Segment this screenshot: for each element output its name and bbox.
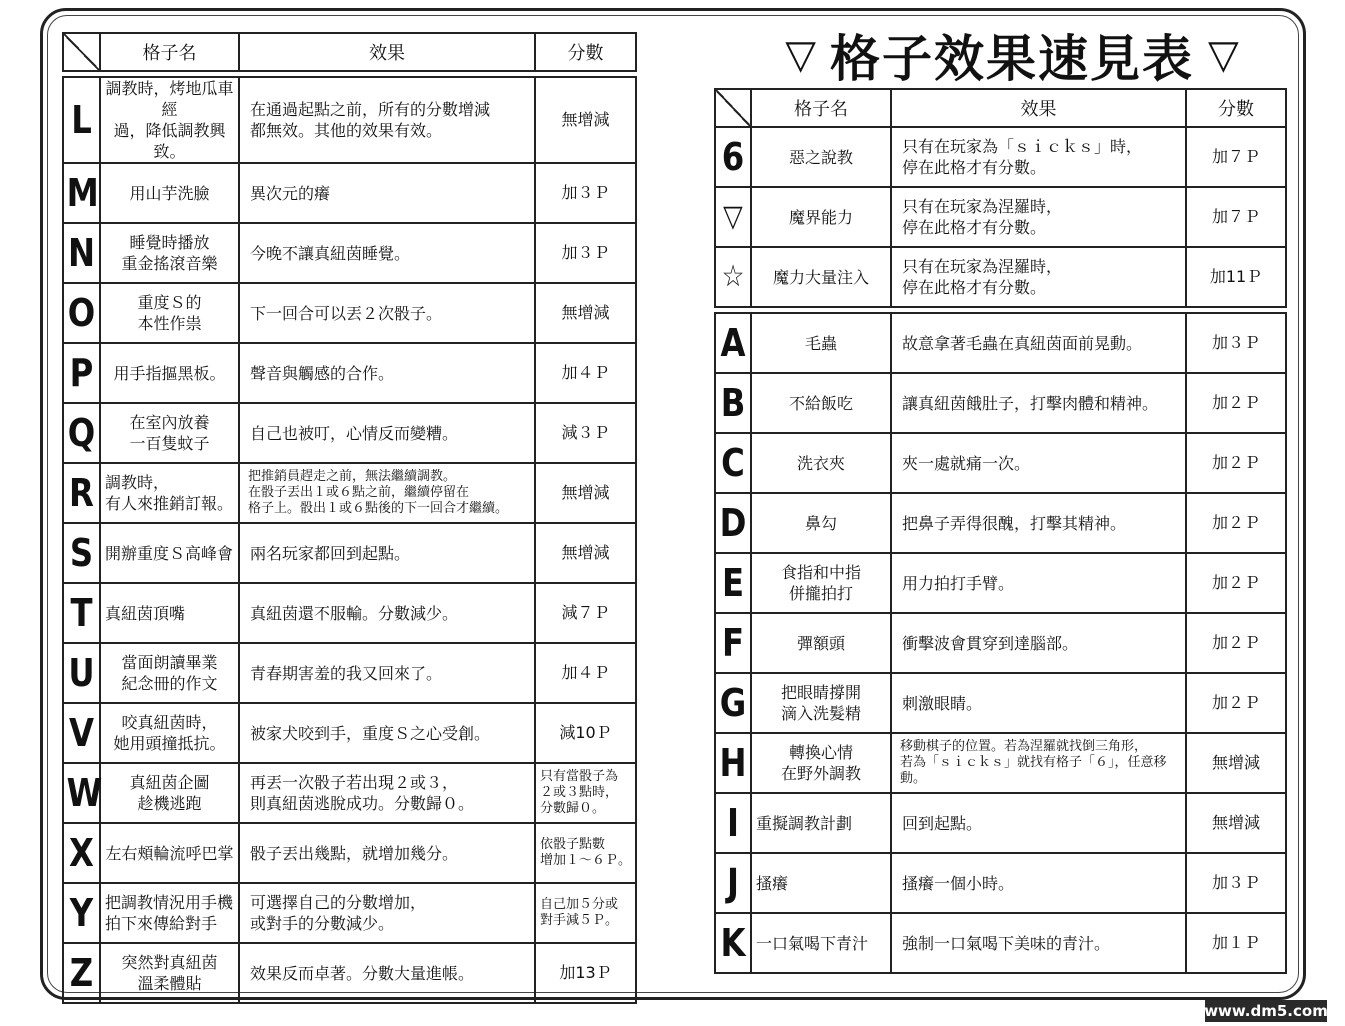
table-row xyxy=(63,703,636,763)
square-effect-line: 夾一處就痛一次。 xyxy=(902,453,1031,473)
square-score-line: 無增減 xyxy=(561,483,610,502)
square-key: U xyxy=(66,643,97,703)
square-name xyxy=(751,373,891,433)
table-row xyxy=(63,463,636,523)
table-header-row xyxy=(715,89,1286,127)
square-score-line: 加３Ｐ xyxy=(1211,333,1260,352)
square-name-line: 一百隻蚊子 xyxy=(129,434,210,453)
square-name-line: 洗衣夾 xyxy=(796,453,845,473)
square-score-line: 加３Ｐ xyxy=(1211,873,1260,892)
square-effect-line: 真紐茵還不服輸。分數減少。 xyxy=(250,603,459,623)
square-score xyxy=(535,823,636,883)
square-score xyxy=(535,343,636,403)
square-score-line: 只有當骰子為 xyxy=(540,769,619,784)
square-name xyxy=(100,463,239,523)
triangle-down-icon: ▽ xyxy=(785,32,816,78)
square-score xyxy=(1186,853,1286,913)
square-score xyxy=(1186,673,1286,733)
square-key: Y xyxy=(66,883,97,943)
table-row xyxy=(63,943,636,1003)
square-score-line: ２或３點時， xyxy=(540,785,619,800)
square-key: E xyxy=(718,553,749,613)
square-effect xyxy=(891,373,1186,433)
table-row xyxy=(63,583,636,643)
table-row xyxy=(715,553,1286,613)
square-name-line: 真紐茵企圖 xyxy=(129,773,210,792)
square-score xyxy=(535,163,636,223)
square-score xyxy=(535,523,636,583)
table-row xyxy=(63,283,636,343)
square-effect xyxy=(239,283,535,343)
table-row xyxy=(63,223,636,283)
square-key: M xyxy=(66,163,97,223)
square-name-line: 突然對真紐茵 xyxy=(121,953,218,972)
table-row xyxy=(63,163,636,223)
square-name-line: 溫柔體貼 xyxy=(137,974,202,993)
square-name xyxy=(100,703,239,763)
square-name xyxy=(751,187,891,247)
square-key: I xyxy=(718,793,749,853)
square-score-line: 無增減 xyxy=(1211,753,1260,772)
square-name-line: 用手指摳黑板。 xyxy=(113,363,226,383)
square-name-line: 魔力大量注入 xyxy=(772,267,869,287)
square-effect-line: 只有在玩家為「ｓｉｃｋｓ」時， xyxy=(902,137,1143,156)
square-effect-line: 停在此格才有分數。 xyxy=(902,278,1047,297)
square-name-line: 搔癢 xyxy=(756,873,789,893)
square-score xyxy=(1186,247,1286,307)
square-key: W xyxy=(66,763,97,823)
table-row xyxy=(63,523,636,583)
square-name-line: 一口氣喝下青汁 xyxy=(756,933,869,953)
square-score xyxy=(535,77,636,163)
square-name xyxy=(751,313,891,373)
square-effect xyxy=(891,247,1186,307)
table-row xyxy=(715,613,1286,673)
square-key: V xyxy=(66,703,97,763)
square-name-line: 趁機逃跑 xyxy=(137,794,202,813)
square-effect-line: 效果反而卓著。分數大量進帳。 xyxy=(250,963,475,983)
square-score xyxy=(535,763,636,823)
table-row xyxy=(715,433,1286,493)
square-effect-line: 格子上。骰出１或６點後的下一回合才繼續。 xyxy=(248,501,509,516)
square-name xyxy=(100,763,239,823)
square-effect-line: 停在此格才有分數。 xyxy=(902,218,1047,237)
square-name-line: 她用頭撞抵抗。 xyxy=(113,734,226,753)
left-effects-table xyxy=(62,32,637,1004)
square-effect xyxy=(891,127,1186,187)
square-score-line: 對手減５Ｐ。 xyxy=(540,913,619,928)
square-score xyxy=(1186,493,1286,553)
square-name-line: 重金搖滾音樂 xyxy=(121,254,218,273)
square-effect-line: 再丟一次骰子若出現２或３， xyxy=(250,773,459,792)
square-effect-line: 搔癢一個小時。 xyxy=(902,873,1015,893)
square-effect xyxy=(239,763,535,823)
title-text: 格子效果速見表 xyxy=(830,30,1194,88)
square-name xyxy=(100,643,239,703)
square-name-line: 重擬調教計劃 xyxy=(756,813,853,833)
square-score xyxy=(1186,187,1286,247)
square-effect-line: 用力拍打手臂。 xyxy=(902,573,1015,593)
square-name-line: 開辦重度Ｓ高峰會 xyxy=(105,543,234,563)
square-score-line: 加１Ｐ xyxy=(1211,933,1260,952)
table-row xyxy=(715,853,1286,913)
square-name-line: 紀念冊的作文 xyxy=(121,674,218,693)
square-score-line: 加７Ｐ xyxy=(1211,147,1260,166)
square-effect xyxy=(891,613,1186,673)
square-name-line: 不給飯吃 xyxy=(788,393,853,413)
square-effect xyxy=(239,823,535,883)
square-effect xyxy=(891,673,1186,733)
square-name xyxy=(751,913,891,973)
square-effect-line: 兩名玩家都回到起點。 xyxy=(250,543,411,563)
square-name xyxy=(751,493,891,553)
square-effect-line: 在骰子丟出１或６點之前，繼續停留在 xyxy=(248,485,470,500)
header-corner xyxy=(63,33,100,71)
square-key: J xyxy=(718,853,749,913)
square-effect-line: 讓真紐茵餓肚子，打擊肉體和精神。 xyxy=(902,393,1159,413)
square-score xyxy=(535,403,636,463)
square-score-line: 無增減 xyxy=(561,110,610,129)
square-score-line: 依骰子點數 xyxy=(540,837,606,852)
square-effect xyxy=(891,313,1186,373)
square-score xyxy=(535,463,636,523)
square-effect-line: 青春期害羞的我又回來了。 xyxy=(250,663,443,683)
square-effect-line: 都無效。其他的效果有效。 xyxy=(250,121,443,140)
square-effect xyxy=(891,853,1186,913)
square-score-line: 加７Ｐ xyxy=(1211,207,1260,226)
square-effect xyxy=(239,883,535,943)
square-score-line: 減10Ｐ xyxy=(559,723,612,742)
square-effect xyxy=(239,223,535,283)
square-name-line: 轉換心情 xyxy=(788,743,853,762)
square-score-line: 增加１～６Ｐ。 xyxy=(540,853,632,868)
square-score-line: 減３Ｐ xyxy=(561,423,610,442)
square-effect xyxy=(239,943,535,1003)
square-effect xyxy=(239,463,535,523)
square-effect xyxy=(239,403,535,463)
square-name xyxy=(100,523,239,583)
square-name xyxy=(100,943,239,1003)
square-name-line: 用山芋洗臉 xyxy=(129,183,210,203)
square-key: L xyxy=(66,77,97,163)
square-key: X xyxy=(66,823,97,883)
square-key: Z xyxy=(66,943,97,1003)
square-effect xyxy=(891,493,1186,553)
square-name-line: 魔界能力 xyxy=(788,207,853,227)
square-name xyxy=(100,883,239,943)
square-score-line: 無增減 xyxy=(561,303,610,322)
square-score-line: 加11Ｐ xyxy=(1209,267,1263,286)
table-row xyxy=(715,733,1286,793)
square-key: N xyxy=(66,223,97,283)
square-effect xyxy=(891,433,1186,493)
square-score-line: 加２Ｐ xyxy=(1211,393,1260,412)
right-effects-table xyxy=(714,88,1287,974)
square-name xyxy=(751,247,891,307)
square-effect-line: 或對手的分數減少。 xyxy=(250,914,395,933)
square-effect xyxy=(239,703,535,763)
square-name-line: 彈額頭 xyxy=(796,633,845,653)
table-row xyxy=(63,77,636,163)
square-name-line: 併攏拍打 xyxy=(788,584,853,603)
table-row xyxy=(63,763,636,823)
square-score-line: 加４Ｐ xyxy=(561,663,610,682)
square-name-line: 本性作祟 xyxy=(137,314,202,333)
square-score xyxy=(1186,313,1286,373)
square-key: C xyxy=(718,433,749,493)
square-score-line: 自己加５分或 xyxy=(540,897,619,912)
square-key: A xyxy=(718,313,749,373)
square-name-line: 調教時，烤地瓜車經 xyxy=(105,79,234,119)
square-name-line: 睡覺時播放 xyxy=(129,233,210,252)
table-row xyxy=(63,343,636,403)
square-name xyxy=(751,793,891,853)
square-effect xyxy=(891,913,1186,973)
table-row xyxy=(63,823,636,883)
square-effect xyxy=(239,77,535,163)
table-row xyxy=(715,493,1286,553)
square-name-line: 惡之說教 xyxy=(788,147,853,167)
square-name xyxy=(751,673,891,733)
table-row xyxy=(715,247,1286,307)
header-corner xyxy=(715,89,751,127)
square-name-line: 鼻勾 xyxy=(804,513,837,533)
square-name-line: 滴入洗髮精 xyxy=(780,704,861,723)
square-name xyxy=(751,433,891,493)
square-name-line: 左右頰輪流呼巴掌 xyxy=(105,843,234,863)
square-score xyxy=(1186,373,1286,433)
square-name xyxy=(100,77,239,163)
square-score-line: 加２Ｐ xyxy=(1211,633,1260,652)
header-name: 格子名 xyxy=(100,33,239,71)
square-score xyxy=(535,883,636,943)
square-effect-line: 只有在玩家為涅羅時， xyxy=(902,197,1063,216)
square-effect-line: 故意拿著毛蟲在真紐茵面前晃動。 xyxy=(902,333,1143,353)
square-name-line: 把調教情況用手機 xyxy=(105,893,234,912)
square-effect xyxy=(239,643,535,703)
square-score xyxy=(1186,553,1286,613)
square-effect xyxy=(891,733,1186,793)
square-score xyxy=(1186,793,1286,853)
square-score xyxy=(1186,733,1286,793)
watermark: www.dm5.com xyxy=(1204,1002,1328,1020)
square-key: K xyxy=(718,913,749,973)
square-name-line: 當面朗讀畢業 xyxy=(121,653,218,672)
square-effect-line: 則真紐茵逃脫成功。分數歸０。 xyxy=(250,794,475,813)
square-name-line: 真紐茵頂嘴 xyxy=(105,603,186,623)
square-effect-line: 在通過起點之前，所有的分數增減 xyxy=(250,100,491,119)
square-effect-line: 被家犬咬到手，重度Ｓ之心受創。 xyxy=(250,723,491,743)
square-name xyxy=(751,853,891,913)
square-score-line: 加２Ｐ xyxy=(1211,573,1260,592)
square-effect xyxy=(239,583,535,643)
square-effect xyxy=(239,163,535,223)
header-score: 分數 xyxy=(535,33,636,71)
square-score xyxy=(535,583,636,643)
header-name: 格子名 xyxy=(751,89,891,127)
square-key: H xyxy=(718,733,749,793)
square-score xyxy=(535,703,636,763)
square-effect-line: 異次元的癢 xyxy=(250,183,331,203)
triangle-down-icon: ▽ xyxy=(1208,32,1239,78)
square-score-line: 加13Ｐ xyxy=(559,963,612,982)
square-name-line: 有人來推銷訂報。 xyxy=(105,494,234,513)
square-effect xyxy=(239,343,535,403)
square-score-line: 無增減 xyxy=(1211,813,1260,832)
square-key: P xyxy=(66,343,97,403)
table-header-row xyxy=(63,33,636,71)
square-effect-line: 移動棋子的位置。若為涅羅就找倒三角形， xyxy=(900,739,1148,754)
header-score: 分數 xyxy=(1186,89,1286,127)
square-effect-line: 回到起點。 xyxy=(902,813,983,833)
square-name xyxy=(100,343,239,403)
square-score xyxy=(535,223,636,283)
square-name-line: 過，降低調教興致。 xyxy=(113,121,226,161)
square-key: B xyxy=(718,373,749,433)
table-row xyxy=(63,883,636,943)
square-key: T xyxy=(66,583,97,643)
square-effect-line: 把推銷員趕走之前，無法繼續調教。 xyxy=(248,469,457,484)
square-effect-line: 把鼻子弄得很醜，打擊其精神。 xyxy=(902,513,1127,533)
square-name-line: 食指和中指 xyxy=(780,563,861,582)
square-effect-line: 刺激眼睛。 xyxy=(902,693,983,713)
square-score-line: 減７Ｐ xyxy=(561,603,610,622)
page-title xyxy=(752,22,1272,88)
square-effect-line: 今晚不讓真紐茵睡覺。 xyxy=(250,243,411,263)
square-key: O xyxy=(66,283,97,343)
table-row xyxy=(715,313,1286,373)
square-name-line: 把眼睛撐開 xyxy=(780,683,861,702)
table-row xyxy=(715,793,1286,853)
header-effect: 效果 xyxy=(891,89,1186,127)
square-score xyxy=(535,283,636,343)
square-name-line: 毛蟲 xyxy=(804,333,837,353)
square-score-line: 加２Ｐ xyxy=(1211,513,1260,532)
square-effect xyxy=(239,523,535,583)
square-effect-line: 停在此格才有分數。 xyxy=(902,158,1047,177)
square-effect-line: 下一回合可以丟２次骰子。 xyxy=(250,303,443,323)
square-score xyxy=(1186,913,1286,973)
square-score-line: 加２Ｐ xyxy=(1211,693,1260,712)
square-key: Q xyxy=(66,403,97,463)
square-key: ☆ xyxy=(718,247,749,307)
square-key: ▽ xyxy=(718,187,749,247)
square-score xyxy=(535,643,636,703)
square-key: 6 xyxy=(718,127,749,187)
square-effect-line: 只有在玩家為涅羅時， xyxy=(902,257,1063,276)
square-name xyxy=(751,613,891,673)
square-effect xyxy=(891,187,1186,247)
square-score xyxy=(1186,613,1286,673)
square-key: S xyxy=(66,523,97,583)
square-name xyxy=(100,583,239,643)
square-score-line: 加２Ｐ xyxy=(1211,453,1260,472)
square-score-line: 加３Ｐ xyxy=(561,183,610,202)
header-effect: 效果 xyxy=(239,33,535,71)
square-name xyxy=(100,163,239,223)
table-row xyxy=(63,403,636,463)
square-effect-line: 自己也被叮，心情反而變糟。 xyxy=(250,423,459,443)
square-effect-line: 若為「ｓｉｃｋｓ」就找有格子「６」，任意移動。 xyxy=(900,755,1167,786)
square-score-line: 加４Ｐ xyxy=(561,363,610,382)
square-key: G xyxy=(718,673,749,733)
square-name-line: 咬真紐茵時， xyxy=(121,713,218,732)
square-score xyxy=(1186,433,1286,493)
square-name xyxy=(100,223,239,283)
table-row xyxy=(715,373,1286,433)
square-name-line: 在室內放養 xyxy=(129,413,210,432)
square-name xyxy=(751,127,891,187)
square-effect-line: 骰子丟出幾點，就增加幾分。 xyxy=(250,843,459,863)
square-name-line: 拍下來傳給對手 xyxy=(105,914,218,933)
square-effect-line: 強制一口氣喝下美味的青汁。 xyxy=(902,933,1111,953)
square-effect xyxy=(891,793,1186,853)
square-score-line: 加３Ｐ xyxy=(561,243,610,262)
square-name-line: 重度Ｓ的 xyxy=(137,293,202,312)
square-score-line: 分數歸０。 xyxy=(540,801,606,816)
square-effect-line: 聲音與觸感的合作。 xyxy=(250,363,395,383)
table-row xyxy=(715,673,1286,733)
square-score-line: 無增減 xyxy=(561,543,610,562)
table-row xyxy=(715,913,1286,973)
square-name xyxy=(751,733,891,793)
table-row xyxy=(63,643,636,703)
square-key: R xyxy=(66,463,97,523)
square-name xyxy=(751,553,891,613)
square-name xyxy=(100,823,239,883)
table-row xyxy=(715,187,1286,247)
square-effect xyxy=(891,553,1186,613)
table-row xyxy=(715,127,1286,187)
square-key: F xyxy=(718,613,749,673)
square-name xyxy=(100,283,239,343)
square-name-line: 在野外調教 xyxy=(780,764,861,783)
square-key: D xyxy=(718,493,749,553)
square-score xyxy=(1186,127,1286,187)
square-score xyxy=(535,943,636,1003)
square-effect-line: 可選擇自己的分數增加， xyxy=(250,893,427,912)
square-effect-line: 衝擊波會貫穿到達腦部。 xyxy=(902,633,1079,653)
square-name-line: 調教時， xyxy=(105,473,170,492)
square-name xyxy=(100,403,239,463)
